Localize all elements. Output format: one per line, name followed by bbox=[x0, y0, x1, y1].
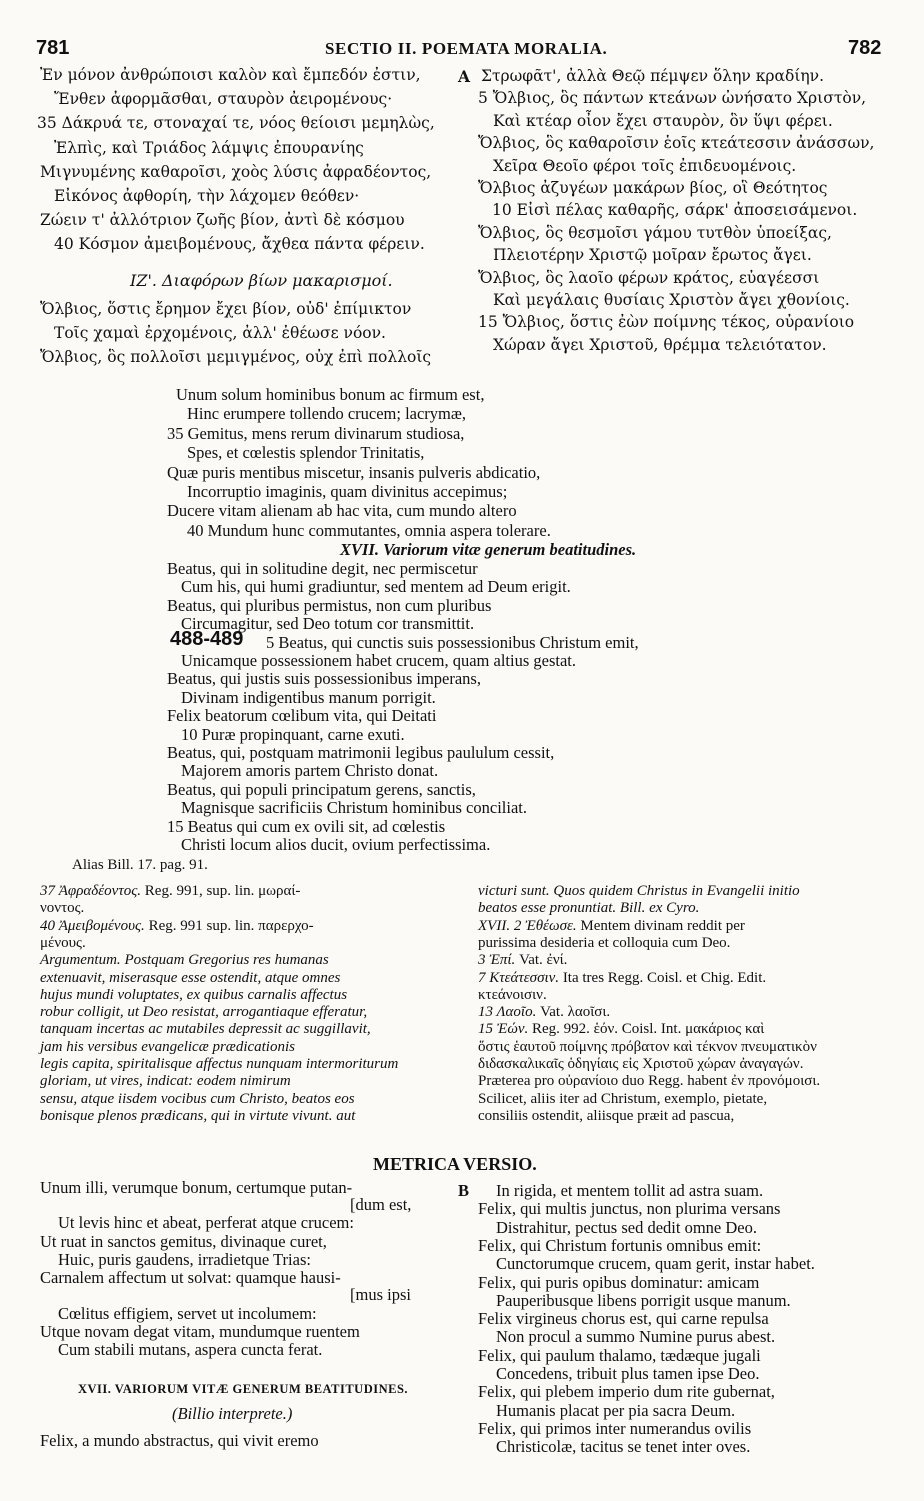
greek-section-heading: ΙΖ'. Διαφόρων βίων μακαρισμοί. bbox=[130, 271, 393, 290]
metrica-verse-line: Felix, qui primos inter numerandus ovilis bbox=[478, 1418, 752, 1438]
metrica-verse-line: In rigida, et mentem tollit ad astra suam. bbox=[496, 1181, 764, 1200]
note-text: ὅστις ἑαυτοῦ ποίμνης πρόβατον καὶ τέκνον πνευματικὸν bbox=[478, 1038, 817, 1055]
metrica-verse-line: Distrahitur, pectus sed dedit omne Deo. bbox=[496, 1217, 757, 1237]
greek-verse-line: Τοῖς χαμαὶ ἐρχομένοις, ἀλλ' ἐθέωσε νόον. bbox=[54, 324, 386, 343]
latin-section-heading: XVII. Variorum vitæ generum beatitudines. bbox=[340, 540, 637, 559]
margin-marker-b: B bbox=[458, 1181, 470, 1200]
latin-verse-line: Ducere vitam alienam ab hac vita, cum mundo altero bbox=[167, 501, 517, 521]
metrica-verse-line: Felix, qui Christum fortunis omnibus emit: bbox=[478, 1235, 762, 1255]
note-line bbox=[40, 953, 329, 968]
note-text: Vat. ἐνί. bbox=[515, 952, 568, 969]
latin-verse-line: Divinam indigentibus manum porrigit. bbox=[181, 687, 436, 707]
latin-verse-line: Christi locum alios ducit, ovium perfectissima. bbox=[181, 835, 491, 854]
note-text: Reg. 992. ἑόν. Coisl. Int. μακάριος καὶ bbox=[528, 1021, 765, 1038]
metrica-verse-line: Felix, qui plebem imperio dum rite gubernat, bbox=[478, 1382, 775, 1402]
note-line bbox=[40, 1057, 398, 1072]
note-line bbox=[40, 919, 314, 934]
latin-verse-line: Incorruptio imaginis, quam divinitus accepimus; bbox=[187, 482, 508, 501]
running-title: SECTIO II. POEMATA MORALIA. bbox=[325, 39, 608, 58]
note-line bbox=[478, 1057, 803, 1072]
note-text: μένους. bbox=[40, 934, 86, 951]
note-text: Mentem divinam reddit per bbox=[576, 917, 745, 934]
note-line bbox=[478, 884, 800, 899]
latin-verse-line: 5 Beatus, qui cunctis suis possessionibus Christum emit, bbox=[266, 632, 639, 652]
greek-verse-line: 40 Κόσμον ἀμειβομένους, ἄχθεα πάντα φέρειν. bbox=[54, 235, 425, 254]
greek-verse-line: Ἐλπὶς, καὶ Τριάδος λάμψις ἐπουρανίης bbox=[54, 138, 364, 157]
note-text: legis capita, spiritalisque affectus nunquam intermoriturum bbox=[40, 1056, 399, 1072]
metrica-verse-line: Concedens, tribuit plus tamen ipse Deo. bbox=[496, 1364, 760, 1383]
note-line bbox=[40, 988, 347, 1003]
note-line bbox=[40, 1109, 355, 1124]
metrica-interpreter: (Billio interprete.) bbox=[172, 1404, 293, 1423]
greek-verse-line: Χεῖρα Θεοῖο φέροι τοῖς ἐπιδευομένοις. bbox=[493, 156, 797, 175]
note-lemma: XVII. 2 Ἐθέωσε. bbox=[478, 917, 577, 934]
greek-verse-line: Ὄλβιος, ὃς πολλοῖσι μεμιγμένος, οὐχ ἐπὶ πολλοῖς bbox=[40, 348, 432, 367]
note-line bbox=[478, 988, 547, 1003]
note-line bbox=[478, 919, 745, 934]
metrica-left-last-line: Felix, a mundo abstractus, qui vivit eremo bbox=[40, 1431, 319, 1450]
note-line bbox=[40, 901, 84, 916]
metrica-verse-line: [dum est, bbox=[350, 1195, 412, 1214]
metrica-verse-line: Unum illi, verumque bonum, certumque putan- bbox=[40, 1178, 353, 1197]
metrica-verse-line: Felix virgineus chorus est, qui carne repulsa bbox=[478, 1309, 769, 1329]
alias-reference: Alias Bill. 17. pag. 91. bbox=[72, 857, 208, 873]
metrica-verse-line: Felix, qui paulum thalamo, tædæque jugali bbox=[478, 1345, 761, 1365]
note-text: victuri sunt. Quos quidem Christus in Evangelii initio bbox=[478, 883, 800, 899]
note-line bbox=[40, 971, 340, 986]
note-line bbox=[478, 936, 730, 951]
greek-verse-line: Μιγνυμένης καθαροῖσι, χοὸς λύσις ἀφραδέοντος, bbox=[40, 162, 432, 181]
metrica-verse-line: Utque novam degat vitam, mundumque ruentem bbox=[40, 1322, 360, 1341]
greek-verse-line: Εἰκόνος ἀφθορίη, τὴν λάχομεν θεόθεν· bbox=[54, 187, 360, 205]
note-lemma: 13 Λαοῖο. bbox=[478, 1004, 537, 1021]
metrica-verse-line: Felix, qui multis junctus, non plurima versans bbox=[478, 1199, 781, 1219]
latin-verse-line: Unum solum hominibus bonum ac firmum est, bbox=[176, 385, 485, 404]
greek-verse-line: Ὄλβιος, ὃς καθαροῖσιν ἑοῖς κτεάτεσσιν ἀνάσσων, bbox=[478, 134, 875, 153]
note-lemma: Argumentum. bbox=[40, 952, 121, 969]
latin-verse-line: Beatus, qui in solitudine degit, nec permiscetur bbox=[167, 559, 478, 578]
greek-verse-line: Ἐν μόνον ἀνθρώποισι καλὸν καὶ ἔμπεδόν ἐστιν, bbox=[40, 66, 421, 84]
metrica-verse-line: Non procul a summo Numine purus abest. bbox=[496, 1327, 776, 1347]
note-line bbox=[478, 1040, 817, 1055]
metrica-verse-line: Pauperibusque libens porrigit usque manum. bbox=[496, 1290, 791, 1310]
note-text: νοντος. bbox=[40, 900, 85, 917]
note-text: consiliis ostendit, aliisque præit ad pascua, bbox=[478, 1107, 735, 1124]
note-line bbox=[478, 1005, 610, 1020]
note-text: beatos esse pronuntiat. Bill. ex Cyro. bbox=[478, 900, 700, 917]
greek-verse-line: Ὄλβιος ἀζυγέων μακάρων βίος, οἳ Θεότητος bbox=[478, 179, 828, 197]
greek-verse-line: Ἔνθεν ἀφορμᾶσθαι, σταυρὸν ἀειρομένους· bbox=[54, 90, 393, 109]
note-line bbox=[478, 971, 766, 986]
greek-verse-line: Ὄλβιος, ὅστις ἔρημον ἔχει βίον, οὐδ' ἐπίμικτον bbox=[40, 300, 412, 318]
latin-verse-line: Circumagitur, sed Deo totum cor transmittit. bbox=[181, 614, 475, 634]
note-text: tanquam incertas ac mutabiles depressit ac suggillavit, bbox=[40, 1021, 371, 1038]
note-text: κτεάνοισιν. bbox=[478, 986, 547, 1003]
metrica-verse-line: Cunctorumque crucem, quam gerit, instar habet. bbox=[496, 1254, 815, 1274]
latin-verse-line: Magnisque sacrificiis Christum hominibus conciliat. bbox=[181, 798, 527, 818]
note-lemma: 15 Ἐών. bbox=[478, 1021, 529, 1038]
latin-verse-line: Cum his, qui humi gradiuntur, sed mentem ad Deum erigit. bbox=[181, 577, 571, 597]
note-line bbox=[40, 1022, 371, 1037]
note-line bbox=[40, 1092, 355, 1107]
metrica-verse-line: Carnalem affectum ut solvat: quamque hausi- bbox=[40, 1268, 341, 1287]
metrica-verse-line: Humanis placat per pia sacra Deum. bbox=[496, 1400, 736, 1420]
metrica-verse-line: Ut ruat in sanctos gemitus, divinaque curet, bbox=[40, 1232, 327, 1251]
note-text: Reg. 991, sup. lin. μωραί- bbox=[141, 883, 301, 899]
greek-verse-line: Στρωφᾶτ', ἀλλὰ Θεῷ πέμψεν ὅλην κραδίην. bbox=[481, 67, 825, 85]
note-lemma: 37 Ἀφραδέοντος. bbox=[40, 883, 142, 899]
greek-verse-line: Ζώειν τ' ἀλλότριον ζωῆς βίον, ἀντὶ δὲ κόσμου bbox=[40, 211, 405, 230]
greek-verse-line: Καὶ μεγάλαις θυσίαις Χριστὸν ἄγει χθονίοις. bbox=[493, 291, 850, 309]
latin-verse-line: Felix beatorum cœlibum vita, qui Deitati bbox=[167, 706, 437, 726]
latin-verse-line: Quæ puris mentibus miscetur, insanis pulveris abdicatio, bbox=[167, 462, 541, 482]
left-page-number: 781 bbox=[36, 37, 70, 59]
latin-verse-line: Beatus, qui justis suis possessionibus imperans, bbox=[167, 669, 481, 689]
note-line bbox=[478, 1074, 820, 1089]
greek-verse-line: Καὶ κτέαρ οἶον ἔχει σταυρὸν, ὃν ὕψι φέρει. bbox=[493, 111, 833, 130]
latin-verse-line: 10 Puræ propinquant, carne exuti. bbox=[181, 724, 405, 744]
note-text: bonisque plenos prædicans, qui in virtute vivunt. aut bbox=[40, 1107, 356, 1124]
greek-verse-line: 10 Εἰσὶ πέλας καθαρῆς, σάρκ' ἀποσεισάμενοι. bbox=[492, 201, 858, 220]
greek-verse-line: 35 Δάκρυά τε, στοναχαί τε, νόος θείοισι μεμηλὼς, bbox=[37, 114, 435, 133]
greek-verse-line: Ὄλβιος, ὃς θεσμοῖσι γάμου τυτθὸν ὑποείξας, bbox=[478, 223, 832, 242]
latin-verse-line: Beatus, qui, postquam matrimonii legibus paululum cessit, bbox=[167, 743, 555, 762]
note-line bbox=[40, 1074, 291, 1089]
note-text: Vat. λαοῖσι. bbox=[536, 1004, 611, 1021]
note-text: sensu, atque iisdem vocibus cum Christo, beatos eos bbox=[40, 1090, 355, 1107]
note-line bbox=[478, 1022, 764, 1037]
note-text: Præterea pro οὐρανίοιο duo Regg. habent ἐν προνόμοισι. bbox=[478, 1073, 821, 1090]
latin-verse-line: 35 Gemitus, mens rerum divinarum studiosa, bbox=[167, 423, 465, 443]
metrica-verse-line: Christicolæ, tacitus se tenet inter oves. bbox=[496, 1437, 751, 1457]
latin-verse-line: Spes, et cœlestis splendor Trinitatis, bbox=[187, 443, 425, 463]
margin-marker-a: A bbox=[458, 67, 471, 86]
note-text: Scilicet, aliis iter ad Christum, exemplo, pietate, bbox=[478, 1090, 768, 1107]
note-text: gloriam, ut vires, indicat: eodem nimirum bbox=[40, 1073, 291, 1090]
column-number-marker: 488-489 bbox=[170, 628, 244, 650]
note-line bbox=[478, 953, 567, 968]
note-line bbox=[478, 1109, 734, 1124]
note-line bbox=[478, 1092, 767, 1107]
note-line bbox=[478, 901, 699, 916]
greek-verse-line: Πλειοτέρην Χριστῷ μοῖραν ἔρωτος ἄγει. bbox=[493, 246, 812, 265]
latin-verse-line: 40 Mundum hunc commutantes, omnia aspera tolerare. bbox=[187, 520, 551, 540]
note-text: jam his versibus evangelicæ prædicationis bbox=[40, 1038, 295, 1055]
note-lemma: 3 Ἐπί. bbox=[478, 952, 516, 969]
latin-verse-line: Unicamque possessionem habet crucem, quam altius gestat. bbox=[181, 651, 576, 670]
note-line bbox=[40, 1040, 295, 1055]
greek-verse-line: 5 Ὄλβιος, ὃς πάντων κτεάνων ὠνήσατο Χριστὸν, bbox=[478, 89, 867, 108]
note-text: robur colligit, ut Deo resistat, arrogantiaque efferatur, bbox=[40, 1004, 368, 1021]
metrica-verse-line: Cum stabili mutans, aspera cuncta ferat. bbox=[58, 1340, 323, 1359]
metrica-verse-line: Ut levis hinc et abeat, perferat atque crucem: bbox=[58, 1213, 354, 1232]
note-line bbox=[40, 1005, 367, 1020]
note-text: Reg. 991 sup. lin. παρερχο- bbox=[144, 917, 314, 934]
metrica-versio-title: METRICA VERSIO. bbox=[373, 1154, 537, 1174]
note-text: Postquam Gregorius res humanas bbox=[120, 952, 329, 969]
note-line bbox=[40, 936, 86, 951]
latin-verse-line: Hinc erumpere tollendo crucem; lacrymæ, bbox=[187, 404, 467, 424]
greek-verse-line: Χώραν ἄγει Χριστοῦ, θρέμμα τελειότατον. bbox=[493, 335, 827, 354]
latin-verse-line: Beatus, qui populi principatum gerens, sanctis, bbox=[167, 779, 476, 799]
right-page-number: 782 bbox=[848, 37, 882, 59]
latin-verse-line: 15 Beatus qui cum ex ovili sit, ad cœlestis bbox=[167, 816, 446, 836]
greek-verse-line: 15 Ὄλβιος, ὅστις ἐὼν ποίμνης τέκος, οὐρανίοιο bbox=[478, 313, 855, 332]
metrica-verse-line: Felix, qui puris opibus dominatur: amicam bbox=[478, 1272, 760, 1292]
metrica-verse-line: Cœlitus effigiem, servet ut incolumem: bbox=[58, 1304, 317, 1323]
note-lemma: 40 Ἀμειβομένους. bbox=[40, 917, 145, 934]
metrica-sub-heading: XVII. VARIORUM VITÆ GENERUM BEATITUDINES. bbox=[78, 1382, 409, 1396]
note-text: purissima desideria et colloquia cum Deo. bbox=[478, 934, 731, 951]
greek-verse-line: Ὄλβιος, ὃς λαοῖο φέρων κράτος, εὐαγέεσσι bbox=[478, 268, 820, 287]
note-text: extenuavit, miserasque esse ostendit, atque omnes bbox=[40, 969, 341, 986]
note-text: Ita tres Regg. Coisl. et Chig. Edit. bbox=[559, 969, 767, 986]
metrica-verse-line: Huic, puris gaudens, irradietque Trias: bbox=[58, 1250, 311, 1269]
latin-verse-line: Beatus, qui pluribus permistus, non cum pluribus bbox=[167, 595, 492, 615]
note-text: hujus mundi voluptates, ex quibus carnalis affectus bbox=[40, 986, 348, 1003]
latin-verse-line: Majorem amoris partem Christo donat. bbox=[181, 761, 439, 781]
note-lemma: 7 Κτεάτεσσιν. bbox=[478, 969, 560, 986]
note-line bbox=[40, 884, 300, 899]
metrica-verse-line: [mus ipsi bbox=[350, 1285, 411, 1304]
note-text: διδασκαλικαῖς ὁδηγίαις εἰς Χριστοῦ χώραν ἀναγαγών. bbox=[478, 1056, 804, 1072]
